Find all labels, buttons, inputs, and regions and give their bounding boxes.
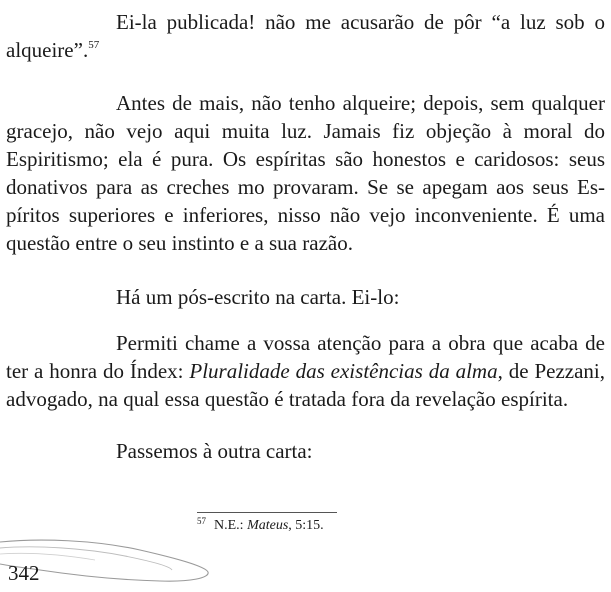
- paragraph-3-text: Há um pós-escrito na carta. Ei-lo:: [116, 285, 400, 309]
- paragraph-2: [6, 89, 605, 257]
- footnote-divider: [197, 512, 337, 513]
- footnote: [197, 517, 324, 535]
- paragraph-2-text: Antes de mais, não tenho alqueire; depois, sem qualquer gracejo, não vejo aqui muita luz. Jamais fiz objeção à moral do Espiritismo; ela é pura. Os espíritas são honestos e caridosos: seus donativos para as creches mo provaram. Se se apegam aos seus Espíritos superiores e inferiores, nisso não vejo inconveniente. É uma questão entre o seu instinto e a sua razão.: [6, 91, 605, 255]
- paragraph-5: [6, 437, 605, 465]
- paragraph-5-text: Passemos à outra carta:: [116, 439, 313, 463]
- footnote-suffix: , 5:15.: [288, 518, 324, 533]
- paragraph-4-text-after: , de Pezzani, advogado, na qual essa questão é tratada fora da revelação espírita.: [6, 359, 605, 411]
- footnote-reference: 57: [88, 39, 100, 51]
- paragraph-1-text: Ei-la publicada! não me acusarão de pôr “a luz sob o alqueire”.: [6, 10, 605, 62]
- footnote-italic: Mateus: [247, 518, 289, 533]
- paragraph-4: [6, 329, 605, 413]
- book-title-italic: Pluralidade das existências da alma: [189, 359, 498, 383]
- footnote-number: 57: [197, 516, 206, 526]
- paragraph-1: [6, 8, 605, 64]
- page-number: 342: [8, 561, 40, 585]
- paragraph-3: [6, 283, 605, 311]
- paragraph-4-text-before: Permiti chame a vossa atenção para a obra que acaba de ter a honra do Índex:: [6, 331, 605, 383]
- footnote-prefix: N.E.:: [214, 518, 248, 533]
